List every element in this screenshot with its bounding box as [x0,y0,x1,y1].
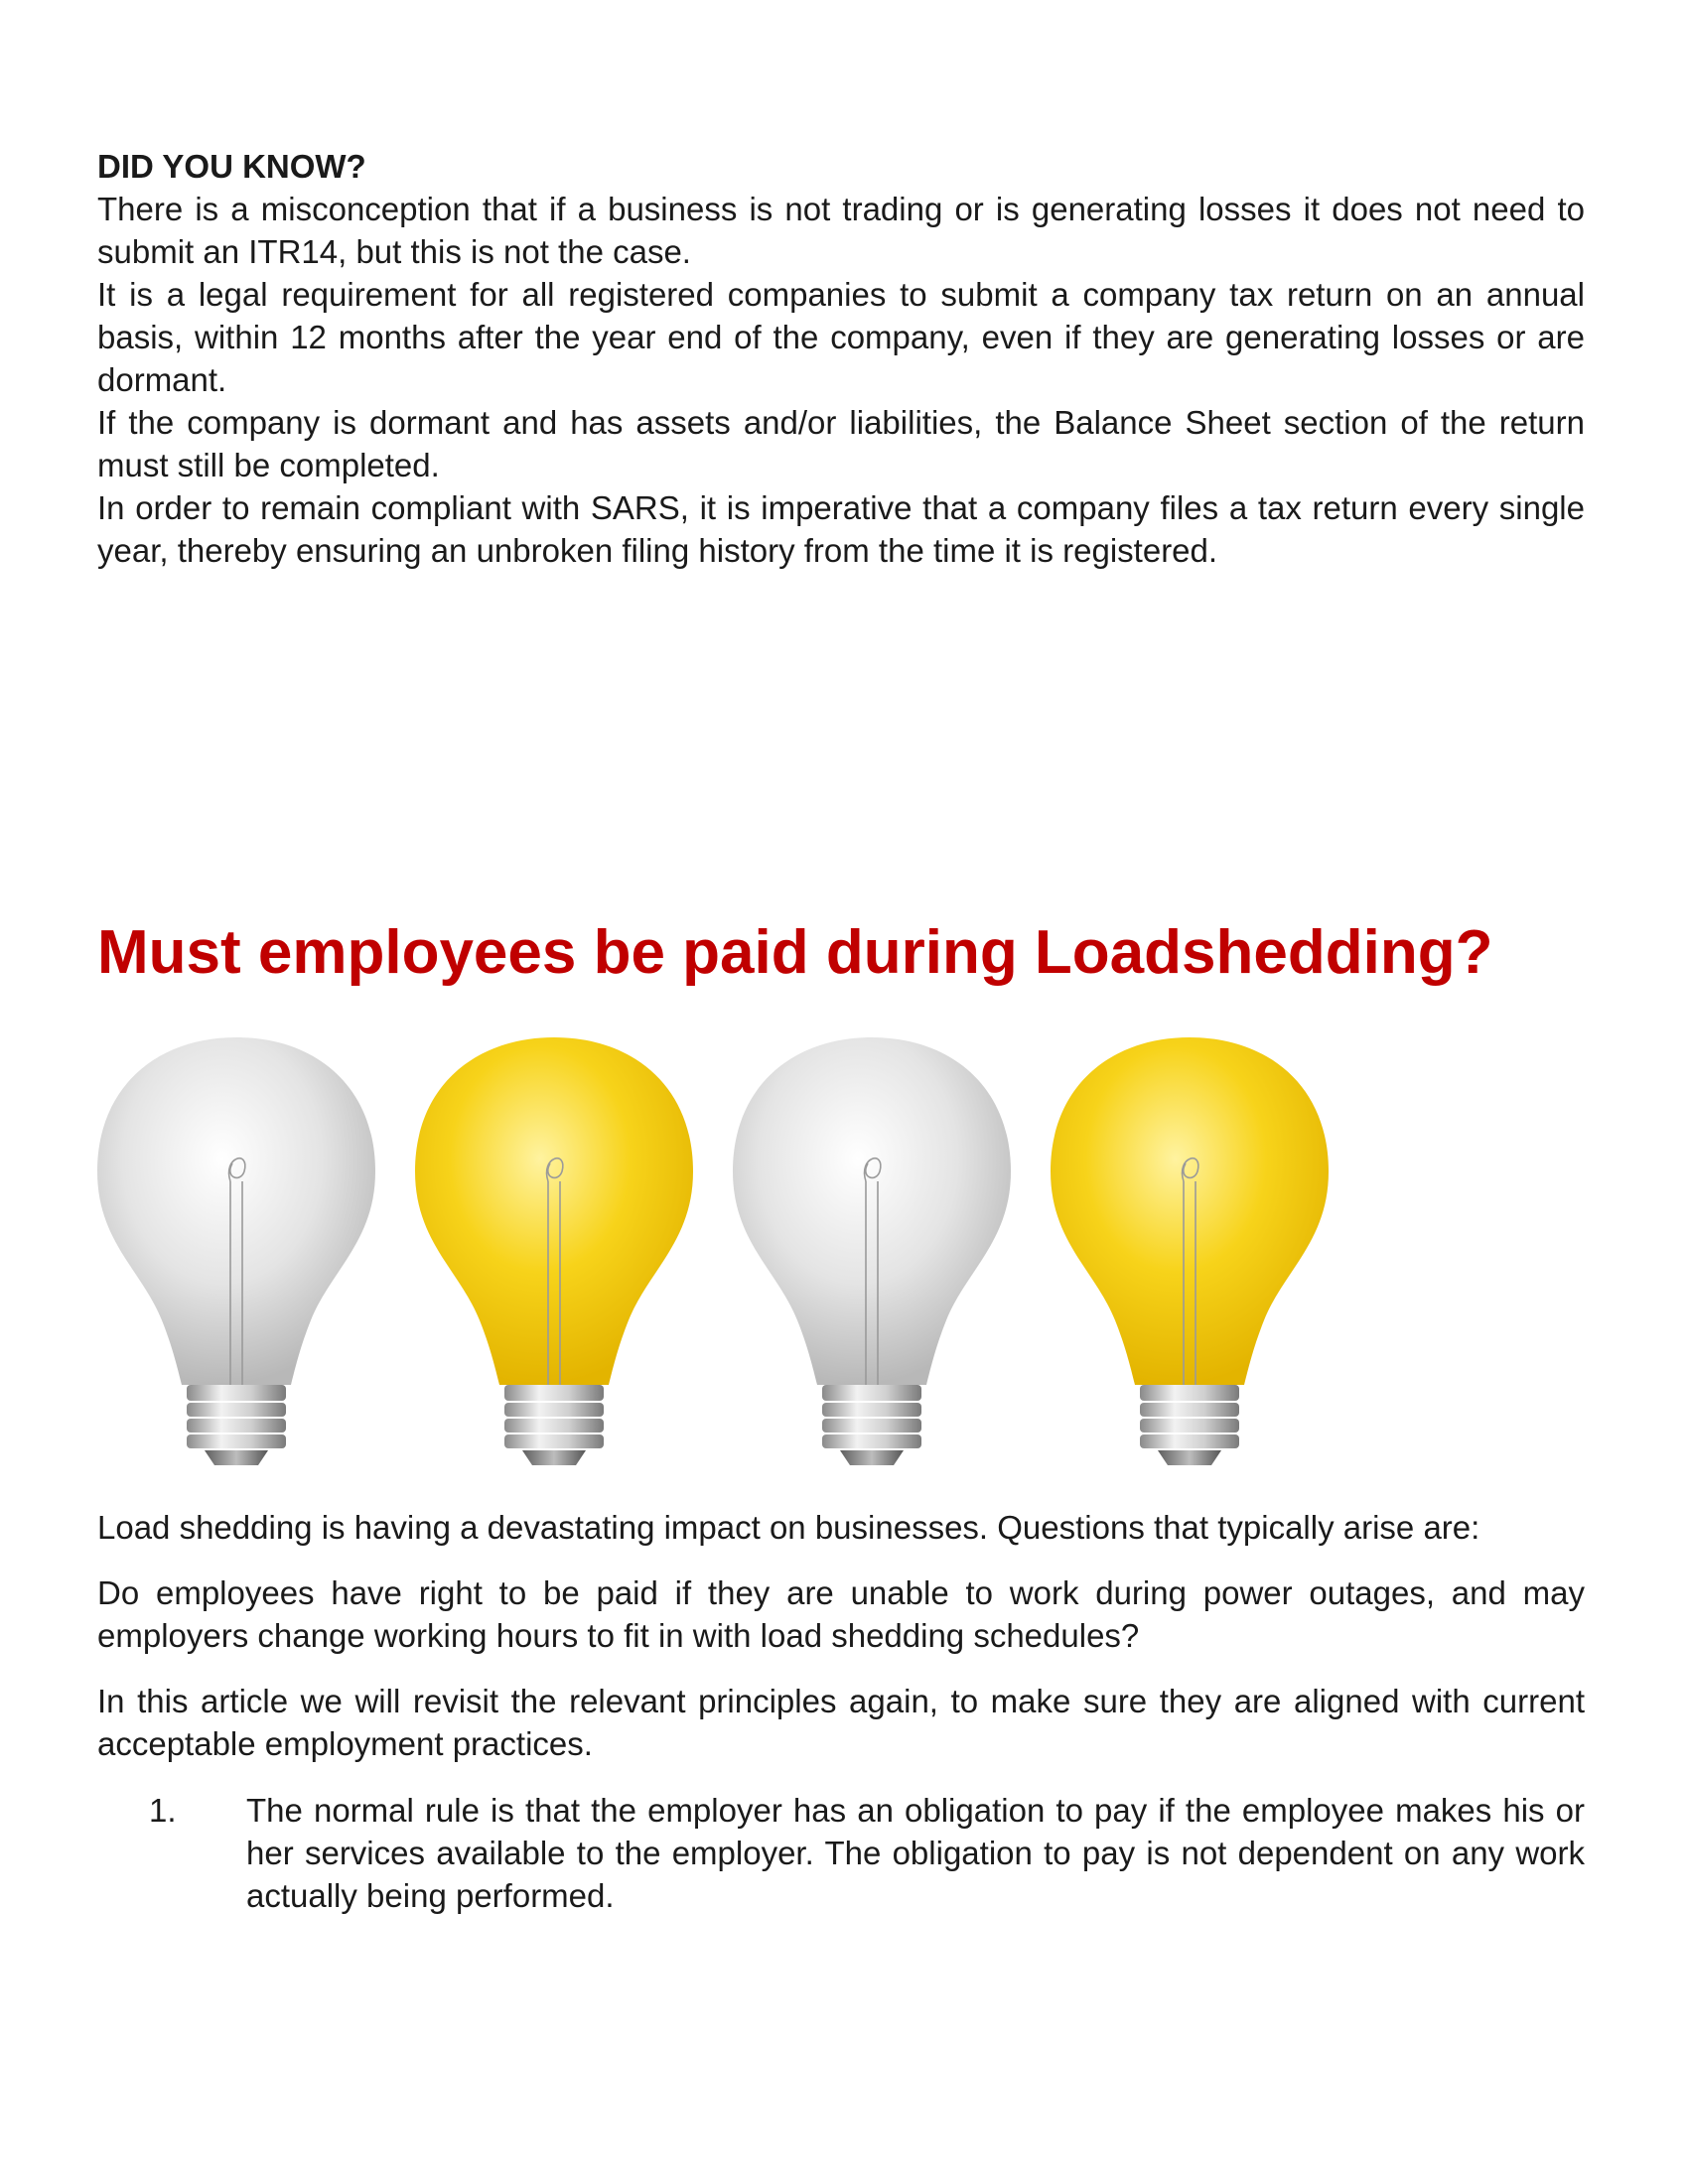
bulb-icon [733,1037,1011,1465]
list-item-number: 1. [149,1792,177,1829]
did-you-know-paragraph: It is a legal requirement for all registered companies to submit a company tax return on an annual basis, within 12 months after the year end of the company, even if they are generating losses or are dormant. [97,276,1585,398]
did-you-know-paragraph: There is a misconception that if a business is not trading or is generating losses it does not need to submit an ITR14, but this is not the case. [97,191,1585,270]
did-you-know-paragraph: If the company is dormant and has assets and/or liabilities, the Balance Sheet section of the return must still be completed. [97,404,1585,483]
numbered-list-item [97,1789,1585,1917]
article-paragraph: Do employees have right to be paid if they are unable to work during power outages, and may employers change working hours to fit in with load shedding schedules? [97,1574,1585,1654]
article-paragraph: In this article we will revisit the relevant principles again, to make sure they are aligned with current acceptable employment practices. [97,1683,1585,1762]
light-bulbs-illustration [97,1032,1329,1469]
did-you-know-title: DID YOU KNOW? [97,148,366,185]
bulb-icon [1051,1037,1329,1465]
did-you-know-section [97,145,1585,572]
article-paragraph: Load shedding is having a devastating impact on businesses. Questions that typically arise are: [97,1509,1480,1546]
bulb-icon [97,1037,375,1465]
article-headline: Must employees be paid during Loadshedding? [97,918,1493,987]
article-body [97,1506,1585,1917]
did-you-know-paragraph: In order to remain compliant with SARS, it is imperative that a company files a tax return every single year, thereby ensuring an unbroken filing history from the time it is registered. [97,489,1585,569]
list-item-text: The normal rule is that the employer has an obligation to pay if the employee makes his or her services available to the employer. The obligation to pay is not dependent on any work actually being performed. [246,1792,1585,1914]
bulb-icon [415,1037,693,1465]
